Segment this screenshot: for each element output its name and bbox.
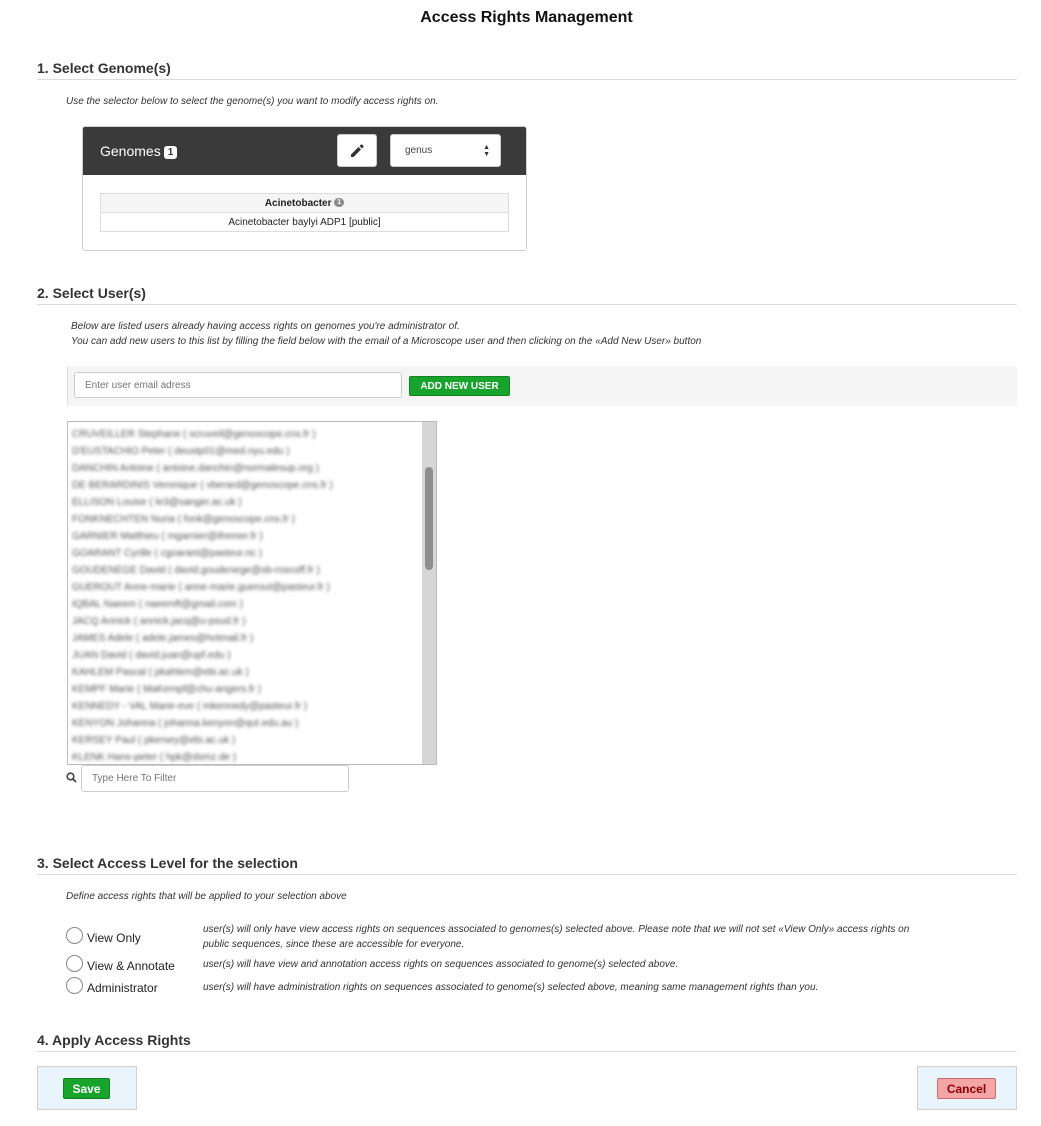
genome-panel-title <box>100 143 177 159</box>
genome-group-count-badge: 1 <box>334 198 344 207</box>
edit-genomes-button[interactable] <box>337 134 377 167</box>
add-new-user-button[interactable]: ADD NEW USER <box>409 376 510 396</box>
section-heading-genomes: 1. Select Genome(s) <box>37 60 1017 80</box>
user-list-item[interactable]: JAMES Adele ( adele.james@hotmail.fr ) <box>72 633 254 644</box>
user-list-item[interactable]: KERSEY Paul ( pkersey@ebi.ac.uk ) <box>72 735 236 746</box>
group-by-select-value: genus <box>405 145 433 156</box>
genome-group-row[interactable] <box>101 194 509 213</box>
user-list-item[interactable]: FONKNECHTEN Nuria ( fonk@genoscope.cns.fr ) <box>72 514 295 525</box>
user-list-item[interactable]: GUEROUT Anne-marie ( anne-marie.guerout@pasteur.fr ) <box>72 582 330 593</box>
search-icon <box>66 772 77 783</box>
user-list-item[interactable]: GOARANT Cyrille ( cgoarant@pasteur.nc ) <box>72 548 263 559</box>
user-list-item[interactable]: DE BERARDINIS Veronique ( vberard@genoscope.cns.fr ) <box>72 480 333 491</box>
group-by-select[interactable] <box>390 134 501 167</box>
genome-selector-panel <box>82 126 527 251</box>
administrator-description: user(s) will have administration rights on sequences associated to genome(s) selected above, meaning same management rights than you. <box>203 982 819 993</box>
section-heading-users: 2. Select User(s) <box>37 285 1017 305</box>
section-heading-apply: 4. Apply Access Rights <box>37 1032 1017 1052</box>
view-annotate-label[interactable]: View & Annotate <box>87 959 175 973</box>
save-button[interactable]: Save <box>63 1078 110 1099</box>
view-only-radio[interactable] <box>66 927 83 944</box>
page-title: Access Rights Management <box>420 9 633 26</box>
view-annotate-description: user(s) will have view and annotation access rights on sequences associated to genome(s) selected above. <box>203 959 679 970</box>
user-list-item[interactable]: ELLISON Louise ( le3@sanger.ac.uk ) <box>72 497 242 508</box>
view-only-description-line2: public sequences, since these are accessible for everyone. <box>203 939 465 950</box>
user-filter-input[interactable] <box>81 765 349 792</box>
user-email-input[interactable] <box>74 372 402 398</box>
select-arrows-icon: ▲ ▼ <box>483 144 490 158</box>
user-list-item[interactable]: KLENK Hans-peter ( hpk@dsmz.de ) <box>72 752 237 763</box>
user-list-item[interactable]: D'EUSTACHIO Peter ( deustp01@med.nyu.edu ) <box>72 446 290 457</box>
cancel-box <box>917 1066 1017 1110</box>
view-only-description-line1: user(s) will only have view access rights on sequences associated to genomes(s) selected above. Please note that we will not set «View Only» access rights on <box>203 924 910 935</box>
add-user-bar <box>67 366 1017 406</box>
user-list-item[interactable]: JUAN David ( david.juan@upf.edu ) <box>72 650 231 661</box>
genome-row-label[interactable]: Acinetobacter baylyi ADP1 [public] <box>101 213 509 232</box>
pencil-icon <box>349 143 365 159</box>
genome-group-header[interactable] <box>101 194 509 213</box>
user-list-item[interactable]: KAHLEM Pascal ( pkahlem@ebi.ac.uk ) <box>72 667 249 678</box>
user-list-item[interactable]: KENNEDY - VAL Marie-eve ( mkennedy@pasteur.fr ) <box>72 701 308 712</box>
save-box <box>37 1066 137 1110</box>
genome-group-name: Acinetobacter <box>264 197 332 209</box>
user-list-scrollbar[interactable] <box>422 422 436 764</box>
user-list-item[interactable]: KEMPF Marie ( MaKempf@chu-angers.fr ) <box>72 684 262 695</box>
view-only-label[interactable]: View Only <box>87 931 141 945</box>
genome-panel-header <box>83 127 526 175</box>
view-annotate-radio[interactable] <box>66 955 83 972</box>
user-list-item[interactable]: GOUDENEGE David ( david.goudenege@sb-roscoff.fr ) <box>72 565 320 576</box>
user-list-item[interactable]: KENYON Johanna ( johanna.kenyon@qut.edu.au ) <box>72 718 299 729</box>
user-list-scrollbar-thumb[interactable] <box>425 467 433 570</box>
user-list <box>72 426 422 765</box>
user-list-item[interactable]: JACQ Annick ( annick.jacq@u-psud.fr ) <box>72 616 246 627</box>
user-list-item[interactable]: IQBAL Naeem ( naeemft@gmail.com ) <box>72 599 243 610</box>
administrator-label[interactable]: Administrator <box>87 981 158 995</box>
view-only-description <box>203 922 963 952</box>
users-hint-line2: You can add new users to this list by filling the field below with the email of a Microscope user and then clicking on the «Add New User» button <box>71 336 702 347</box>
user-list-item[interactable]: CRUVEILLER Stephane ( scruveil@genoscope.cns.fr ) <box>72 429 316 440</box>
cancel-button[interactable]: Cancel <box>937 1078 996 1099</box>
user-list-box[interactable] <box>67 421 437 765</box>
users-hint-line1: Below are listed users already having access rights on genomes you're administrator of. <box>71 321 460 332</box>
genome-panel-title-text: Genomes <box>100 143 161 159</box>
user-list-item[interactable]: DANCHIN Antoine ( antoine.danchin@normalesup.org ) <box>72 463 319 474</box>
administrator-radio[interactable] <box>66 977 83 994</box>
genome-row[interactable] <box>101 213 509 232</box>
genome-count-badge: 1 <box>164 146 178 159</box>
section-heading-access-level: 3. Select Access Level for the selection <box>37 855 1017 875</box>
access-level-hint: Define access rights that will be applied to your selection above <box>66 891 347 902</box>
user-list-item[interactable]: GARNIER Matthieu ( mgarnier@ifremer.fr ) <box>72 531 263 542</box>
genomes-hint: Use the selector below to select the genome(s) you want to modify access rights on. <box>66 96 439 107</box>
genome-table <box>100 193 509 232</box>
